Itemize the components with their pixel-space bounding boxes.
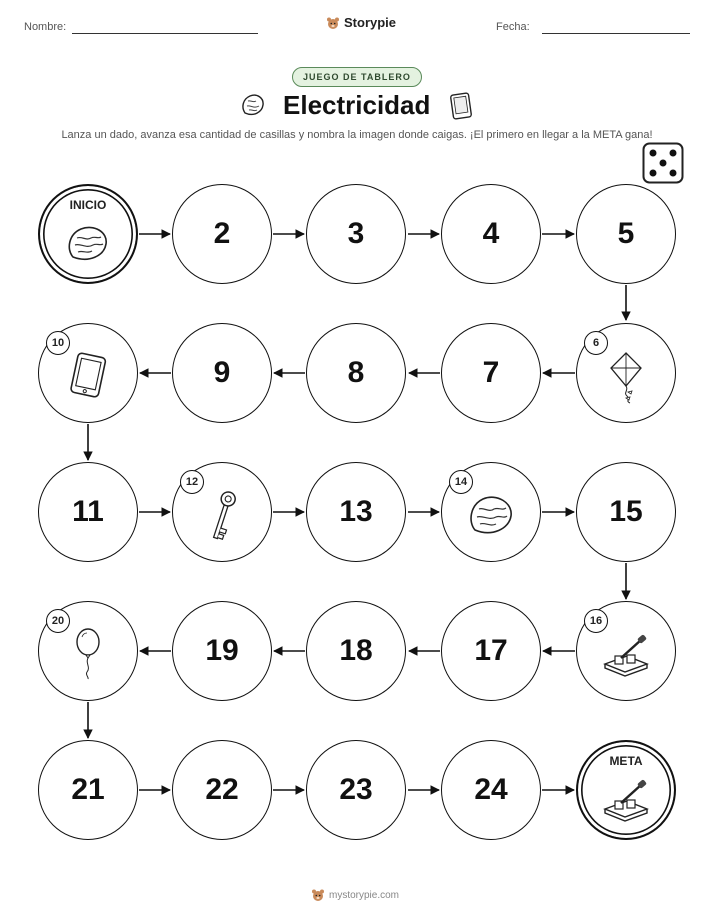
- cell-number: 9: [213, 356, 231, 389]
- page-title: Electricidad: [283, 90, 431, 120]
- board-cell-23: [306, 740, 406, 840]
- cell-number: 19: [205, 634, 239, 667]
- cell-number-tag: 10: [46, 331, 70, 355]
- cell-number: 3: [347, 217, 365, 250]
- board-cell-start: [38, 184, 138, 284]
- board-cell-19: [172, 601, 272, 701]
- kite-icon: [604, 350, 648, 404]
- board-cell-22: [172, 740, 272, 840]
- brand-name: Storypie: [344, 15, 397, 30]
- rock-icon: [466, 493, 516, 537]
- cell-number: 2: [213, 217, 231, 250]
- switch-icon: [601, 779, 651, 823]
- board-cell-17: [441, 601, 541, 701]
- board-cell-7: [441, 323, 541, 423]
- board-cell-15: [576, 462, 676, 562]
- name-label: Nombre:: [24, 21, 67, 33]
- cell-number-tag: 20: [46, 609, 70, 633]
- board-cell-4: [441, 184, 541, 284]
- board-cell-2: [172, 184, 272, 284]
- balloon-icon: [73, 628, 103, 680]
- board-cell-9: [172, 323, 272, 423]
- cell-number: 22: [205, 773, 239, 806]
- board-cell-5: [576, 184, 676, 284]
- cell-number: 11: [72, 495, 104, 528]
- board-cell-18: [306, 601, 406, 701]
- rock-icon: [65, 223, 111, 263]
- cell-number-tag: 12: [180, 470, 204, 494]
- cell-number: 18: [339, 634, 373, 667]
- cell-number: 21: [71, 773, 105, 806]
- game-type-badge: JUEGO DE TABLERO: [292, 67, 422, 87]
- board-cell-3: [306, 184, 406, 284]
- cell-number-tag: 14: [449, 470, 473, 494]
- cell-number: 15: [609, 495, 643, 528]
- board-cell-21: [38, 740, 138, 840]
- board-cell-8: [306, 323, 406, 423]
- start-label: INICIO: [69, 198, 107, 212]
- cell-number: 7: [482, 356, 500, 389]
- cell-number: 23: [339, 773, 373, 806]
- cell-number: 8: [347, 356, 365, 389]
- instructions: Lanza un dado, avanza esa cantidad de casillas y nombra la imagen donde caigas. ¡El primero en llegar a la META gana!: [61, 129, 653, 141]
- cell-number-tag: 16: [584, 609, 608, 633]
- cell-number: 13: [339, 495, 373, 528]
- board-cell-24: [441, 740, 541, 840]
- board-cell-finish: [576, 740, 676, 840]
- cell-number: 4: [482, 217, 500, 250]
- key-icon: [207, 488, 237, 548]
- cell-number-tag: 6: [584, 331, 608, 355]
- cell-number: 5: [617, 217, 635, 250]
- cell-number: 24: [474, 773, 508, 806]
- finish-label: META: [609, 754, 643, 768]
- bear-mascot-icon: [311, 888, 325, 902]
- footer-url[interactable]: mystorypie.com: [329, 889, 400, 901]
- switch-icon: [601, 634, 651, 678]
- board-cell-13: [306, 462, 406, 562]
- tablet-icon: [66, 351, 110, 401]
- date-label: Fecha:: [496, 21, 530, 33]
- cell-number: 17: [474, 634, 508, 667]
- footer: [311, 888, 399, 902]
- board-cell-11: [38, 462, 138, 562]
